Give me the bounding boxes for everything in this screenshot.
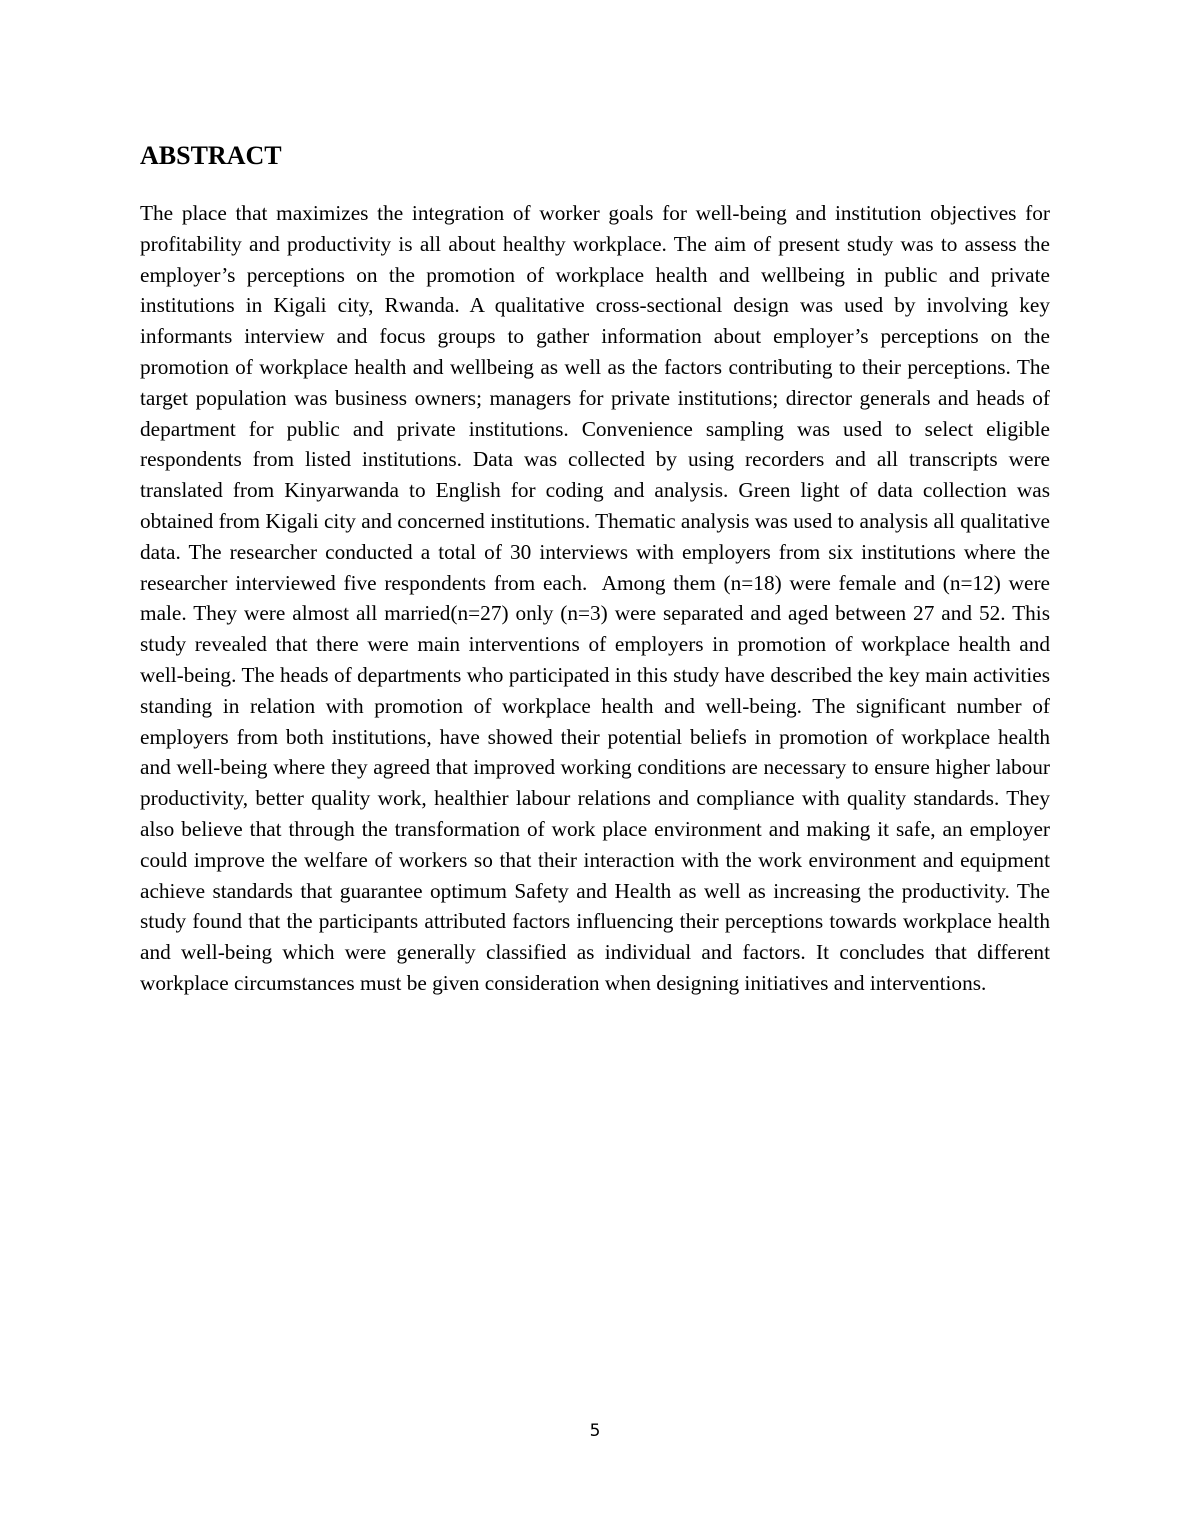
abstract-paragraph: The place that maximizes the integration of worker goals for well-being and institution objectives for profitability and productivity is all about healthy workplace. The aim of present study was to assess the employer’s perceptions on the promotion of workplace health and wellbeing in public and private institutions in Kigali city, Rwanda. A qualitative cross-sectional design was used by involving key informants interview and focus groups to gather information about employer’s perceptions on the promotion of workplace health and wellbeing as well as the factors contributing to their perceptions. The target population was business owners; managers for private institutions; director generals and heads of department for public and private institutions. Convenience sampling was used to select eligible respondents from listed institutions. Data was collected by using recorders and all transcripts were translated from Kinyarwanda to English for coding and analysis. Green light of data collection was obtained from Kigali city and concerned institutions. Thematic analysis was used to analysis all qualitative data. The researcher conducted a total of 30 interviews with employers from six institutions where the researcher interviewed five respondents from each. Among them (n=18) were female and (n=12) were male. They were almost all married(n=27) only (n=3) were separated and aged between 27 and 52. This study revealed that there were main interventions of employers in promotion of workplace health and well-being. The heads of departments who participated in this study have described the key main activities standing in relation with promotion of workplace health and well-being. The significant number of employers from both institutions, have showed their potential beliefs in promotion of workplace health and well-being where they agreed that improved working conditions are necessary to ensure higher labour productivity, better quality work, healthier labour relations and compliance with quality standards. They also believe that through the transformation of work place environment and making it safe, an employer could improve the welfare of workers so that their interaction with the work environment and equipment achieve standards that guarantee optimum Safety and Health as well as increasing the productivity. The study found that the participants attributed factors influencing their perceptions towards workplace health and well-being which were generally classified as individual and factors. It concludes that different workplace circumstances must be given consideration when designing initiatives and interventions. <box>140 201 1056 995</box>
abstract-heading: ABSTRACT <box>140 141 282 170</box>
page-number: 5 <box>589 1421 601 1441</box>
abstract-section <box>140 140 1056 999</box>
